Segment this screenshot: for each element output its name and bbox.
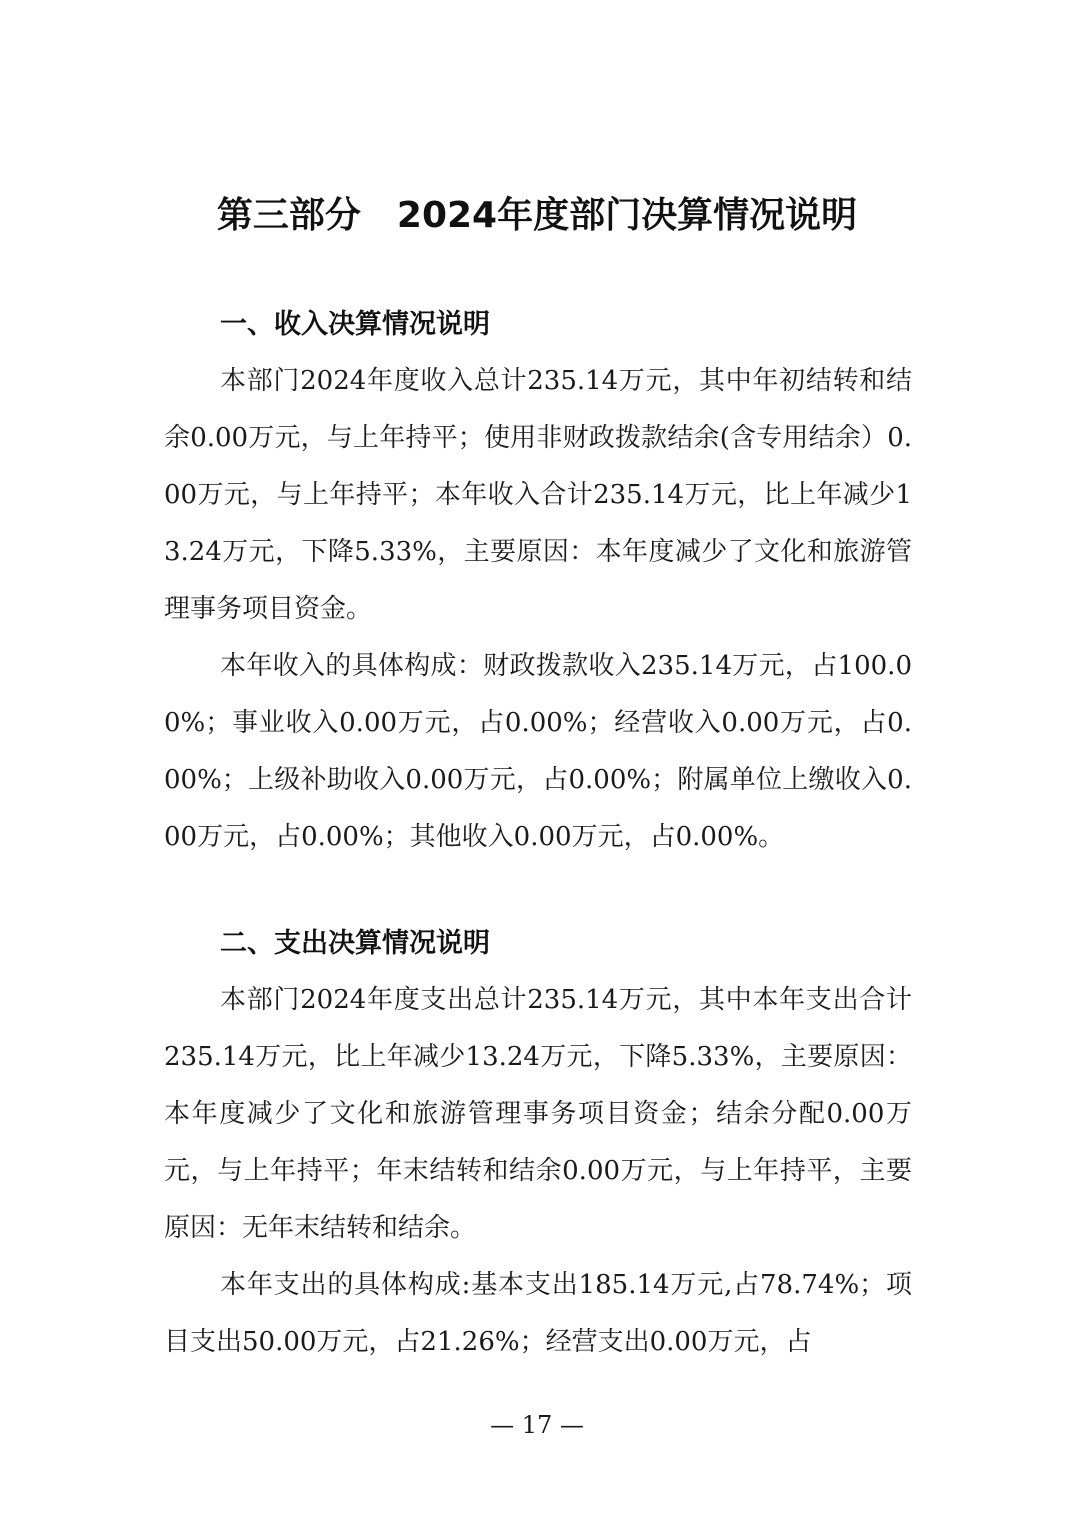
paragraph-income-summary: 本部门2024年度收入总计235.14万元，其中年初结转和结余0.00万元，与上年持平；使用非财政拨款结余(含专用结余）0.00万元，与上年持平；本年收入合计235.14万元，比上年减少13.24万元，下降5.33%，主要原因：本年度减少了文化和旅游管理事务项目资金。 xyxy=(164,366,912,624)
section-expenditure-body xyxy=(164,972,912,1371)
paragraph-income-composition: 本年收入的具体构成：财政拨款收入235.14万元，占100.00%；事业收入0.00万元，占0.00%；经营收入0.00万元，占0.00%；上级补助收入0.00万元，占0.00%；附属单位上缴收入0.00万元，占0.00%；其他收入0.00万元，占0.00%。 xyxy=(164,651,912,852)
paragraph-expenditure-composition: 本年支出的具体构成:基本支出185.14万元,占78.74%；项目支出50.00万元，占21.26%；经营支出0.00万元，占 xyxy=(164,1270,912,1357)
title-main: 2024年度部门决算情况说明 xyxy=(396,195,858,236)
title-part: 第三部分 xyxy=(216,195,361,236)
page-number: — 17 — xyxy=(490,1411,584,1439)
section-income-body xyxy=(164,353,912,866)
paragraph-expenditure-summary: 本部门2024年度支出总计235.14万元，其中本年支出合计235.14万元，比上年减少13.24万元，下降5.33%，主要原因：本年度减少了文化和旅游管理事务项目资金；结余分配0.00万元，与上年持平；年末结转和结余0.00万元，与上年持平，主要原因：无年末结转和结余。 xyxy=(164,985,912,1243)
section-heading-expenditure: 二、支出决算情况说明 xyxy=(220,928,490,959)
page-title xyxy=(0,186,1074,246)
section-heading-income: 一、收入决算情况说明 xyxy=(220,309,490,340)
